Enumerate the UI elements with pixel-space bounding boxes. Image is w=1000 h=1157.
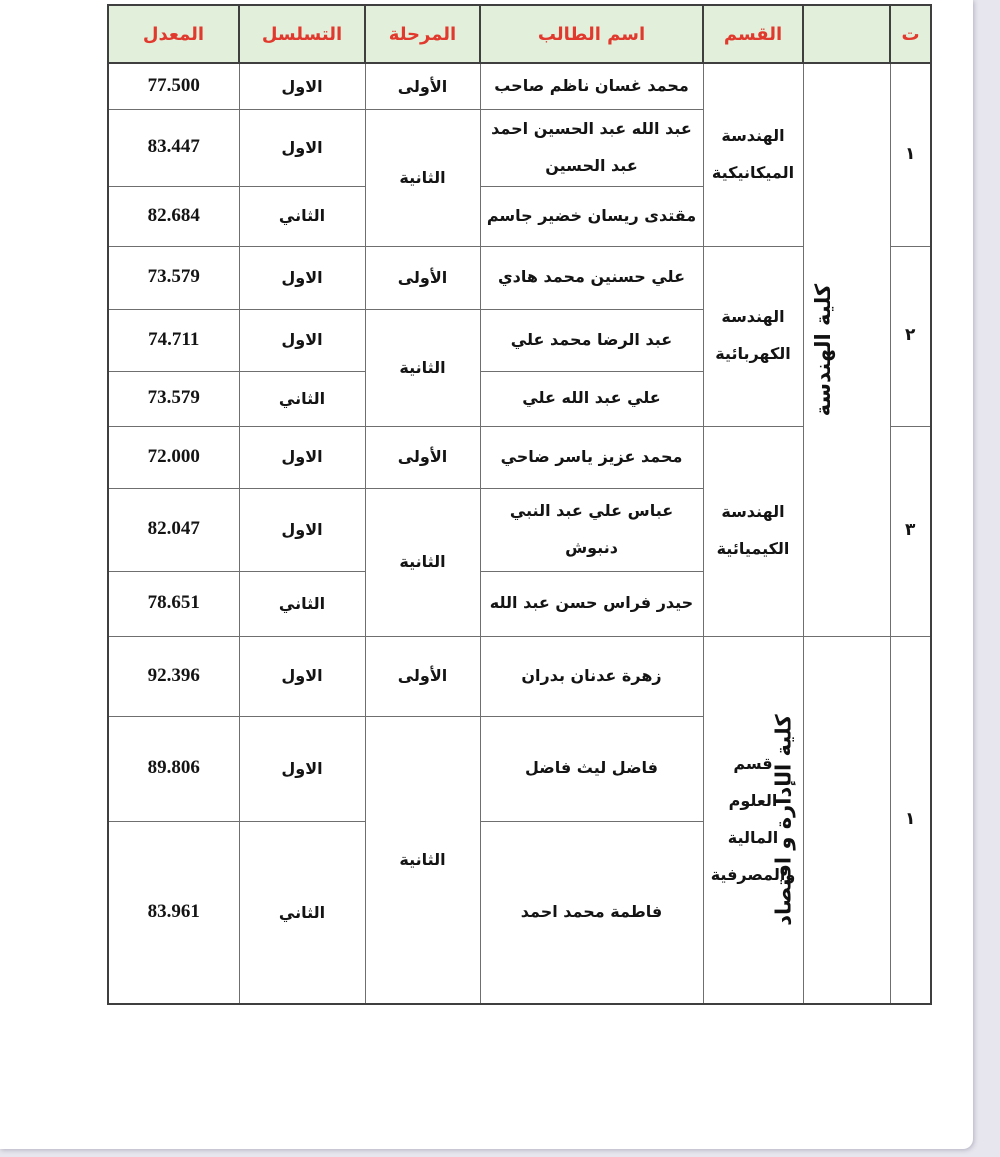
average-cell: 92.396 xyxy=(108,636,239,716)
header-department: القسم xyxy=(703,5,803,63)
student-name-cell: علي عبد الله علي xyxy=(480,371,703,426)
department-cell: قسم العلوم المالية والمصرفية xyxy=(703,636,803,1004)
sequence-cell: الاول xyxy=(239,246,365,309)
sequence-cell: الاول xyxy=(239,109,365,186)
stage-cell: الثانية xyxy=(365,109,480,246)
stage-cell: الثانية xyxy=(365,488,480,636)
stage-cell: الأولى xyxy=(365,63,480,109)
college-cell xyxy=(771,636,890,1004)
average-cell: 74.711 xyxy=(108,309,239,371)
serial-cell: ١ xyxy=(890,636,931,1004)
header-row xyxy=(108,5,931,63)
student-name-cell: علي حسنين محمد هادي xyxy=(480,246,703,309)
sequence-cell: الثاني xyxy=(239,821,365,1004)
sequence-cell: الاول xyxy=(239,309,365,371)
header-average: المعدل xyxy=(108,5,239,63)
header-serial: ت xyxy=(890,5,931,63)
sequence-cell: الثاني xyxy=(239,571,365,636)
student-name-cell: عباس علي عبد النبي دنبوش xyxy=(480,488,703,571)
header-sequence: التسلسل xyxy=(239,5,365,63)
sequence-cell: الاول xyxy=(239,63,365,109)
header-stage: المرحلة xyxy=(365,5,480,63)
average-cell: 72.000 xyxy=(108,426,239,488)
sequence-cell: الاول xyxy=(239,716,365,821)
header-college xyxy=(803,5,890,63)
stage-cell: الأولى xyxy=(365,636,480,716)
average-cell: 73.579 xyxy=(108,246,239,309)
student-name-cell: محمد غسان ناظم صاحب xyxy=(480,63,703,109)
college-cell xyxy=(803,63,890,636)
table-row xyxy=(108,63,931,109)
student-name-cell: فاضل ليث فاضل xyxy=(480,716,703,821)
average-cell: 78.651 xyxy=(108,571,239,636)
student-name-cell: محمد عزيز ياسر ضاحي xyxy=(480,426,703,488)
average-cell: 83.447 xyxy=(108,109,239,186)
table-row xyxy=(108,636,931,716)
results-table xyxy=(107,4,932,1005)
department-cell: الهندسة الكيميائية xyxy=(703,426,803,636)
average-cell: 83.961 xyxy=(108,821,239,1004)
average-cell: 77.500 xyxy=(108,63,239,109)
student-name-cell: مقتدى ريسان خضير جاسم xyxy=(480,186,703,246)
average-cell: 89.806 xyxy=(108,716,239,821)
sequence-cell: الاول xyxy=(239,426,365,488)
stage-cell: الثانية xyxy=(365,716,480,1004)
stage-cell: الأولى xyxy=(365,426,480,488)
average-cell: 82.047 xyxy=(108,488,239,571)
stage-cell: الثانية xyxy=(365,309,480,426)
student-name-cell: عبد الله عبد الحسين احمد عبد الحسين xyxy=(480,109,703,186)
serial-cell: ٢ xyxy=(890,246,931,426)
average-cell: 82.684 xyxy=(108,186,239,246)
serial-cell: ١ xyxy=(890,63,931,246)
student-name-cell: حيدر فراس حسن عبد الله xyxy=(480,571,703,636)
college-name-vertical: كلية الهندسة xyxy=(811,283,836,416)
average-cell: 73.579 xyxy=(108,371,239,426)
sequence-cell: الاول xyxy=(239,488,365,571)
sequence-cell: الثاني xyxy=(239,186,365,246)
student-name-cell: فاطمة محمد احمد xyxy=(480,821,703,1004)
department-cell: الهندسة الكهربائية xyxy=(703,246,803,426)
stage-cell: الأولى xyxy=(365,246,480,309)
student-name-cell: عبد الرضا محمد علي xyxy=(480,309,703,371)
sequence-cell: الثاني xyxy=(239,371,365,426)
student-name-cell: زهرة عدنان بدران xyxy=(480,636,703,716)
sequence-cell: الاول xyxy=(239,636,365,716)
college-name-vertical: كلية الإدارة و اقتصاد xyxy=(771,714,796,926)
serial-cell: ٣ xyxy=(890,426,931,636)
header-student-name: اسم الطالب xyxy=(480,5,703,63)
department-cell: الهندسة الميكانيكية xyxy=(703,63,803,246)
